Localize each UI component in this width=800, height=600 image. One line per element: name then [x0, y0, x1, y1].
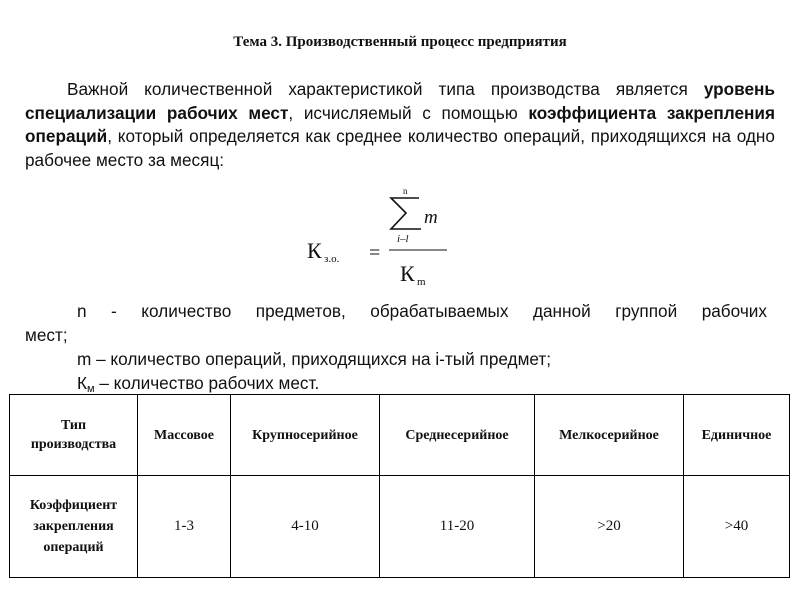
formula-den-sub: m [417, 276, 426, 288]
header-col-large: Крупносерийное [231, 395, 380, 476]
formula-sum-var: m [424, 207, 438, 228]
def-k-symbol: К [77, 373, 88, 393]
header-col-medium: Среднесерийное [380, 395, 535, 476]
formula-sum-top: n [403, 186, 408, 196]
value-single: >40 [684, 476, 790, 578]
def-n-line1: n - количество предметов, обрабатываемых данной группой рабочих [77, 301, 767, 321]
def-m: m – количество операций, приходящихся на i-тый предмет; [77, 349, 552, 369]
page-title: Тема 3. Производственный процесс предприятия [233, 34, 567, 50]
formula-lhs-sub: з.о. [324, 253, 340, 265]
coefficient-formula [305, 186, 465, 296]
intro-text-3: , который определяется как среднее количество операций, приходящихся на одно рабочее место за месяц: [25, 126, 775, 170]
production-type-table [9, 394, 790, 578]
value-mass: 1-3 [138, 476, 231, 578]
header-col-single: Единичное [684, 395, 790, 476]
sigma-icon [391, 198, 421, 229]
def-k-text: – количество рабочих мест. [94, 373, 320, 393]
def-n-line2: мест; [25, 325, 68, 345]
row-label: Коэффициент закрепления операций [10, 476, 138, 578]
def-k-sub: м [87, 383, 95, 395]
intro-paragraph [25, 78, 775, 172]
header-col-mass: Массовое [138, 395, 231, 476]
value-large: 4-10 [231, 476, 380, 578]
table-header-row [10, 395, 790, 476]
intro-text-2: , исчисляемый с помощью [288, 102, 529, 123]
formula-lhs: К [307, 238, 322, 263]
formula-den: К [400, 261, 415, 286]
value-small: >20 [535, 476, 684, 578]
header-col-small: Мелкосерийное [535, 395, 684, 476]
intro-text-1: Важной количественной характеристикой типа производства является [67, 79, 704, 99]
header-label: Тип производства [10, 395, 138, 476]
table-row [10, 476, 790, 578]
intro-bold-1: уровень специализации рабочих мест [25, 79, 775, 123]
value-medium: 11-20 [380, 476, 535, 578]
formula-equals: = [369, 242, 381, 264]
formula-sum-bottom: i–l [397, 233, 409, 245]
definitions [25, 299, 767, 401]
intro-bold-2: коэффициента закрепления операций [25, 102, 776, 146]
